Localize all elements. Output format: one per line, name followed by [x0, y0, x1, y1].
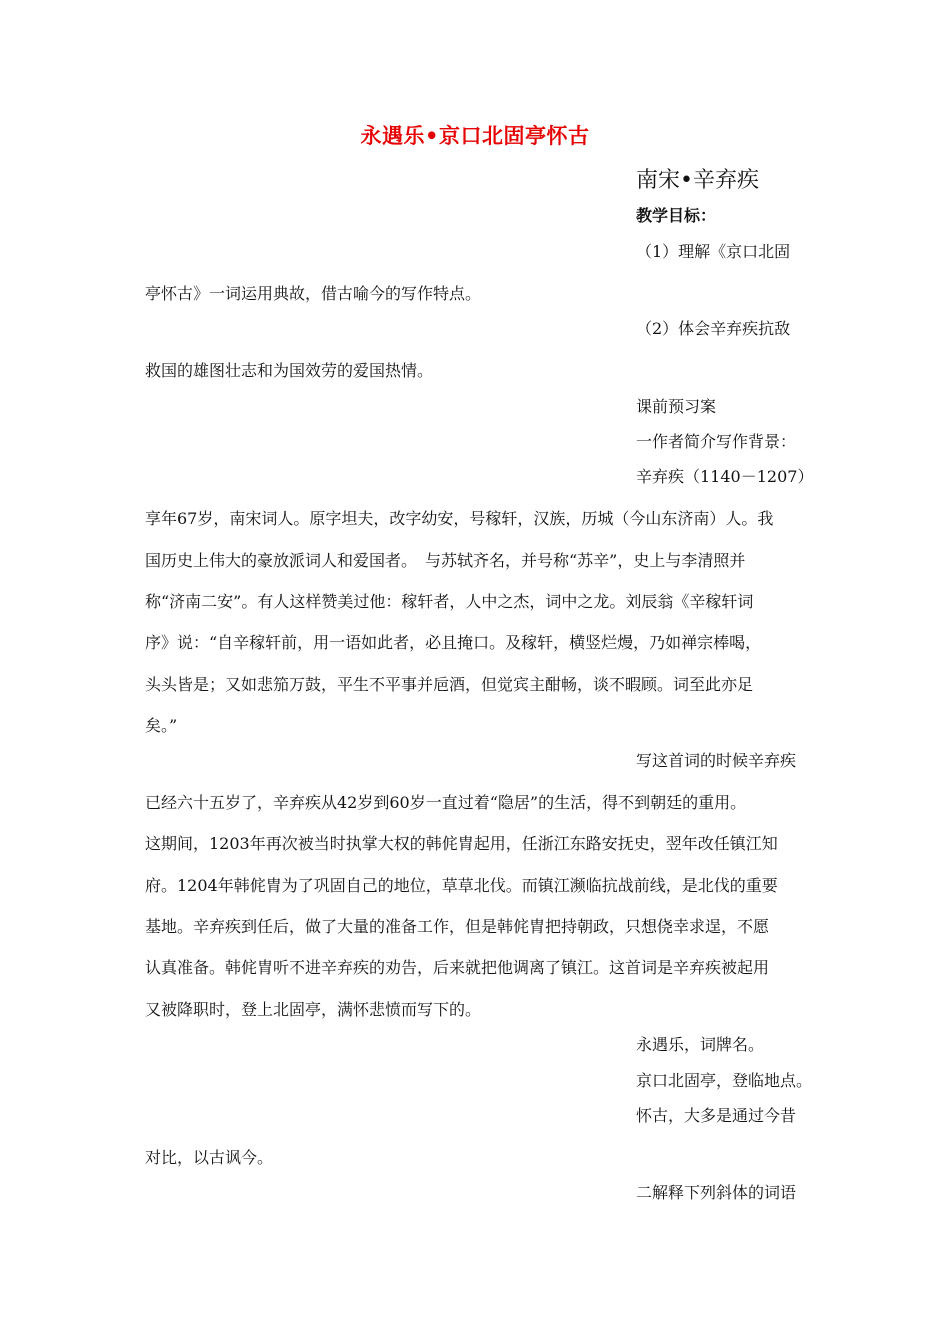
- bio-line: 头头皆是；又如悲笳万鼓，平生不平事并巵酒，但觉宾主酣畅，谈不暇顾。词至此亦足: [145, 675, 754, 694]
- note-line: 怀古，大多是通过今昔: [636, 1106, 797, 1125]
- goal-2-end: 救国的雄图壮志和为国效劳的爱国热情。: [145, 361, 434, 380]
- bio-first-line: 辛弃疾（1140－1207）: [636, 467, 814, 486]
- bio-line: 序》说：“自辛稼轩前，用一语如此者，必且掩口。及稼轩，横竖烂熳，乃如禅宗棒喝，: [145, 633, 762, 652]
- section-2-heading: 二解释下列斜体的词语: [636, 1183, 797, 1202]
- background-line: 又被降职时，登上北固亭，满怀悲愤而写下的。: [145, 1000, 482, 1019]
- goal-2-start: （2）体会辛弃疾抗敌: [636, 319, 791, 338]
- bio-line: 国历史上伟大的豪放派词人和爱国者。 与苏轼齐名，并号称“苏辛”，史上与李清照并: [145, 551, 746, 570]
- note-line: 京口北固亭，登临地点。: [636, 1071, 813, 1090]
- background-line: 府。1204年韩侂胄为了巩固自己的地位，草草北伐。而镇江濒临抗战前线，是北伐的重要: [145, 876, 778, 895]
- doc-title: 永遇乐•京口北固亭怀古: [360, 123, 590, 148]
- note-line: 对比，以古讽今。: [145, 1148, 274, 1167]
- goals-heading: 教学目标：: [636, 206, 717, 225]
- background-line: 这期间，1203年再次被当时执掌大权的韩侂胄起用，任浙江东路安抚史，翌年改任镇江知: [145, 834, 778, 853]
- bio-line: 矣。”: [145, 716, 178, 735]
- preview-heading: 课前预习案: [636, 397, 717, 416]
- section-1-heading: 一作者简介写作背景：: [636, 432, 797, 451]
- bio-line: 称“济南二安”。有人这样赞美过他：稼轩者，人中之杰，词中之龙。刘辰翁《辛稼轩词: [145, 592, 754, 611]
- background-line: 已经六十五岁了，辛弃疾从42岁到60岁一直过着“隐居”的生活，得不到朝廷的重用。: [145, 793, 747, 812]
- bio-line: 享年67岁，南宋词人。原字坦夫，改字幼安，号稼轩，汉族，历城（今山东济南）人。我: [145, 509, 774, 528]
- doc-author: 南宋•辛弃疾: [636, 168, 759, 193]
- goal-1-start: （1）理解《京口北固: [636, 242, 791, 261]
- background-first-line: 写这首词的时候辛弃疾: [636, 751, 797, 770]
- note-line: 永遇乐，词牌名。: [636, 1035, 765, 1054]
- goal-1-end: 亭怀古》一词运用典故，借古喻今的写作特点。: [145, 284, 482, 303]
- background-line: 基地。辛弃疾到任后，做了大量的准备工作，但是韩侂胄把持朝政，只想侥幸求逞，不愿: [145, 917, 770, 936]
- background-line: 认真准备。韩侂胄听不进辛弃疾的劝告，后来就把他调离了镇江。这首词是辛弃疾被起用: [145, 958, 770, 977]
